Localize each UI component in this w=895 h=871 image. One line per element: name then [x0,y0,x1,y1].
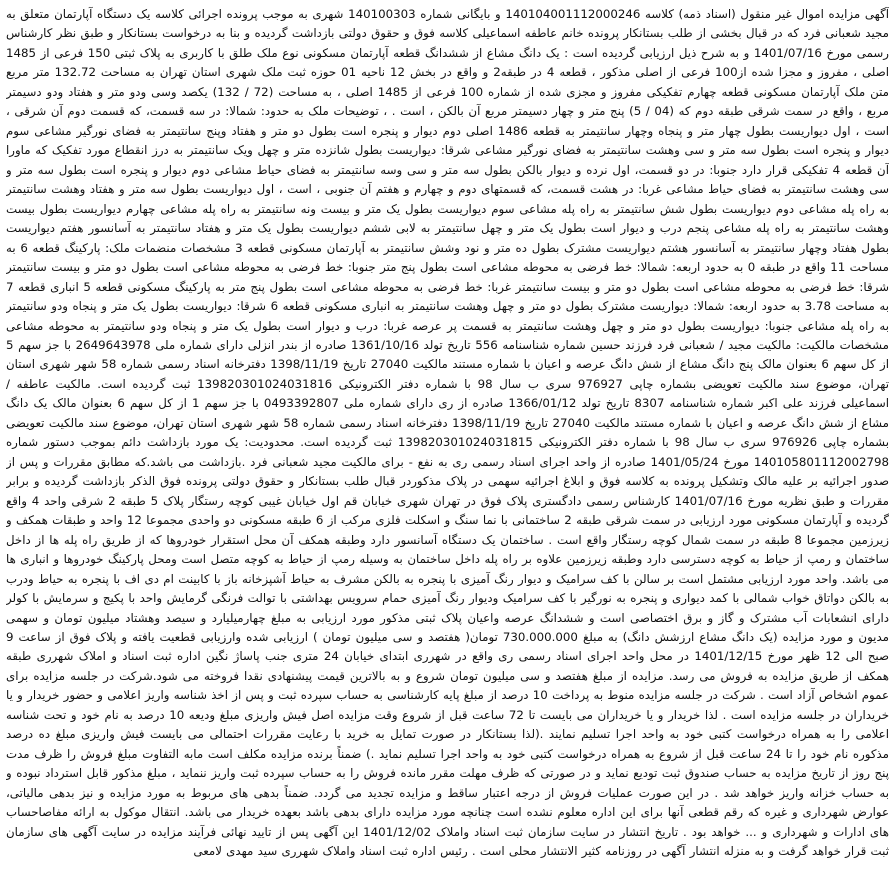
auction-notice-text: آگهی مزایده اموال غیر منقول (اسناد ذمه) کلاسه 140104001112000246 و بایگانی شماره 140100303 شهری به موجب پرونده اجرائی کلاسه یک دستگاه آپارتمان متعلق به مجید شعبانی فرد که در قبال بخشی از طلب بستانکار پرونده خانم عاطفه اسماعیلی کلاسه فوق و حقوق دولتی بازداشت گردیده و بنا به درخواست بستانکار و طبق نظر کارشناس رسمی مورخ 1401/07/16 و به شرح ذیل ارزیابی گردیده است : یک دانگ مشاع از ششدانگ قطعه آپارتمان مسکونی نوع ملک طلق با کاربری به پلاک ثبتی 150 فرعی از 1485 اصلی ، مفروز و مجزا شده از100 فرعی از اصلی مذکور ، قطعه 4 در طبقه2 و واقع در بخش 12 ناحیه 01 حوزه ثبت ملک شهری استان تهران به مساحت 132.72 متر مربع متن ملک آپارتمان مسکونی قطعه چهارم تفکیکی مفروز و مجزی شده از شماره 100 فرعی از 1485 اصلی ، به مساحت (72 / 132) یکصد وسی ودو متر و هفتاد ودو دسیمتر مربع ، واقع در سمت شرقی طبقه دوم که (04 / 5) پنج متر و چهار دسیمتر مربع آن بالکن ، است . ، توضیحات ملک به حدود: شمالا: در سه قسمت، که قسمت دوم آن شرقی ، است ، اول دیواریست بطول چهار متر و پنجاه وچهار سانتیمتر به قطعه 1486 اصلی دوم دیوار و پنجره است بطول دو متر و هفتاد وپنج سانتیمتر به فضای نورگیر مشاعی سوم دیوار و پنجره است بطول سه متر و سی وهشت سانتیمتر به فضای نورگیر مشاعی شرقا: دیواریست بطول شانزده متر و چهل ویک سانتیمتر به درز انقطاع مورد تفکیک که ماورا آن قطعه 4 تفکیکی قرار دارد جنوبا: در دو قسمت، اول نرده و دیوار بالکن بطول سه متر و سی وسه سانتیمتر به فضای حیاط مشاعی دوم دیوار و پنجره است بطول سه متر و سی وهشت سانتیمتر به فضای حیاط مشاعی غربا: در هشت قسمت، که قسمتهای دوم و چهارم و هفتم آن جنوبی ، است ، اول دیواریست بطول سه متر و هفتاد وهشت سانتیمتر به راه پله مشاعی دوم دیواریست بطول شش سانتیمتر به راه پله مشاعی سوم دیواریست بطول یک متر و بیست ونه سانتیمتر به راه پله مشاعی چهارم دیواریست بطول بیست وهشت سانتیمتر به راه پله مشاعی پنجم درب و دیوار است بطول یک متر و چهل سانتیمتر به لابی ششم دیواریست بطول یک متر و هفتاد سانتیمتر به آسانسور هفتم دیواریست بطول هفتاد وچهار سانتیمتر به آسانسور هشتم دیواریست مشترک بطول ده متر و نود وشش سانتیمتر به آپارتمان مسکونی قطعه 3 مشخصات منضمات ملک: پارکینگ قطعه 6 به مساحت 11 واقع در طبقه 0 به حدود اربعه: شمالا: خط فرضی به محوطه مشاعی است بطول پنج متر جنوبا: خط فرضی به محوطه مشاعی است بطول دو متر و بیست سانتیمتر شرقا: خط فرضی به محوطه مشاعی است بطول دو متر و بیست سانتیمتر غربا: خط فرضی به محوطه مشاعی است بطول پنج متر به پارکینگ مسکونی قطعه 5 انباری قطعه 7 به مساحت 3.78 به حدود اربعه: شمالا: دیواریست مشترک بطول دو متر و چهل وهشت سانتیمتر به انباری مسکونی قطعه 6 شرقا: دیواریست بطول یک متر و پنجاه ودو سانتیمتر به راه پله مشاعی جنوبا: دیواریست بطول دو متر و چهل وهشت سانتیمتر به قسمت پر عرصه غربا: درب و دیوار است بطول یک متر و پنجاه ودو سانتیمتر به محوطه مشاعی مشخصات مالکیت: مالکیت مجید / شعبانی فرد فرزند حسین شماره شناسنامه 556 تاریخ تولد 1361/10/16 صادره از بندر انزلی دارای شماره ملی 2649643978 با جز سهم 5 از کل سهم 6 بعنوان مالک پنج دانگ مشاع از شش دانگ عرصه و اعیان با شماره مستند مالکیت 27040 تاریخ 1398/11/19 دفترخانه اسناد رسمی شماره 58 شهر شهری استان تهران، موضوع سند مالکیت تعویضی بشماره چاپی 976927 سری ب سال 98 با شماره دفتر الکترونیکی 139820301024031816 ثبت گردیده است. مالکیت عاطفه / اسماعیلی فرزند علی اکبر شماره شناسنامه 8307 تاریخ تولد 1366/01/12 صادره از ری دارای شماره ملی 0493392807 با جز سهم 1 از کل سهم 6 بعنوان مالک یک دانگ مشاع از شش دانگ عرصه و اعیان با شماره مستند مالکیت 27040 تاریخ 1398/11/19 دفترخانه اسناد رسمی شماره 58 شهر شهری استان تهران، موضوع سند مالکیت تعویضی بشماره چاپی 976926 سری ب سال 98 با شماره دفتر الکترونیکی 139820301024031815 ثبت گردیده است. محدودیت: یک مورد بازداشت دائم بموجب دستور شماره 140105801112002798 مورخ 1401/05/24 صادره از واحد اجرای اسناد رسمی ری به نفع - برای مالکیت مجید شعبانی فرد .بازداشت می باشد.که مطابق مقررات و پس از صدور اجرائیه بر علیه مالک وتشکیل پرونده به کلاسه فوق و ابلاغ اجرائیه سهمی در پلاک مذکوردر قبال طلب بستانکار و حقوق دولتی پرونده فوق الذکر بازداشت گردیده و برابر مقررات و طبق نظریه مورخ 1401/07/16 کارشناس رسمی دادگستری پلاک فوق در تهران شهری خیابان قم اول خیابان غیبی کوچه رستگار پلاک 5 طبقه 2 شرقی واحد 4 واقع گردیده و آپارتمان مسکونی مورد ارزیابی در سمت شرقی طبقه 2 ساختمانی با نما سنگ و اسکلت فلزی مرکب از 6 طبقه مسکونی دو واحدی مجموعا 12 واحد و طبقات همکف و زیرزمین مجموعا 8 طبقه در سمت شمال کوچه رستگار واقع است . ساختمان یک دستگاه آسانسور دارد وطبقه همکف آن محل استقرار خودروها که از طریق راه پله ها از داخل ساختمان و رمپ از حیاط به کوچه دسترسی دارد وطبقه زیرزمین علاوه بر راه پله داخل ساختمان به وسیله رمپ از حیاط به کوچه متصل است ومحل پارکینگ خودروها و انباری ها می باشد. واحد مورد ارزیابی مشتمل است بر سالن با کف سرامیک و دیوار رنگ آمیزی با پنجره به بالکن مشرف به حیاط آشپزخانه باز با کابینت ام دی اف با پنجره به حیاط ودرب به بالکن دواتاق خواب شمالی با کمد دیواری و پنجره به نورگیر با کف سرامیک ودیوار رنگ آمیزی حمام سرویس بهداشتی با توالت فرنگی گرمایش واحد با پکیج و سرمایش با کولر دارای انشعابات آب مشترک و گاز و برق اختصاصی است و ششدانگ عرصه واعیان پلاک ثبتی مذکور مورد ارزیابی به مبلغ چهارمیلیارد و سیصد وهشتاد میلیون تومان و سهمی مدیون و مورد مزایده (یک دانگ مشاع ارزشش دانگ) به مبلغ 730.000.000 تومان( هفتصد و سی میلیون تومان ) ارزیابی شده وارزیابی قطعیت یافته و پلاک فوق از ساعت 9 صبح الی 12 ظهر مورخ 1401/12/15 در محل واحد اجرای اسناد رسمی ری واقع در شهرری ابتدای خیابان 24 متری جنب پاساژ نگین اداره ثبت اسناد و املاک شهرری طبقه همکف از طریق مزایده به فروش می رسد. مزایده از مبلغ هفتصد و سی میلیون تومان شروع و به بالاترین قیمت پیشنهادی نقدا فروخته می شود.شرکت در جلسه مزایده برای عموم اشخاص آزاد است . شرکت در جلسه مزایده منوط به پرداخت 10 درصد از مبلغ پایه کارشناسی به حساب سپرده ثبت و پس از اخذ شناسه واریز اعلامی و حضور خریدار و یا خریداران در جلسه مزایده است . لذا خریدار و یا خریداران می بایست تا 72 ساعت قبل از شروع وقت مزایده اصل فیش واریزی مبلغ ودیعه 10 درصد به نام خود و تحت شناسه اعلامی را به همراه درخواست کتبی خود به واحد اجرا تسلیم نمایند .(لذا بستانکار در صورت تمایل به خرید با رعایت مقررات احتمالی می بایست فیش واریزی مبلغ ده درصد مذکوره نام خود را تا 24 ساعت قبل از شروع به همراه درخواست کتبی خود به واحد اجرا تسلیم نماید .) ضمناً برنده مزایده مکلف است مابه التفاوت مبلغ فروش را ظرف مدت پنج روز از تاریخ مزایده به حساب صندوق ثبت تودیع نماید و در صورتی که ظرف مهلت مقرر مانده فروش را به حساب سپرده ثبت واریز ننماید ، مبلغ مذکور قابل استرداد نبوده و به حساب خزانه واریز خواهد شد . در این صورت عملیات فروش از درجه اعتبار ساقط و مزایده تجدید می گردد. ضمناً بدهی های مربوط به مورد مزایده و نیز بدهی مالیاتی، عوارض شهرداری و غیره که رقم قطعی آنها برای این اداره معلوم نشده است چنانچه مورد مزایده دارای بدهی باشد بعهده خریدار می باشد. انتقال موکول به ارائه مفاصاحساب های ادارات و شهرداری و ... خواهد بود . تاریخ انتشار در سایت سازمان ثبت اسناد واملاک 1401/12/02 این آگهی پس از تایید نهائی فرآیند مزایده در سایت آگهی های سازمان ثبت قرار خواهد گرفت و به منزله انتشار آگهی در روزنامه کثیر الانتشار محلی است . رئیس اداره ثبت اسناد واملاک شهرری سید مهدی لامعی [6,7,889,859]
auction-notice-page [6,5,889,866]
